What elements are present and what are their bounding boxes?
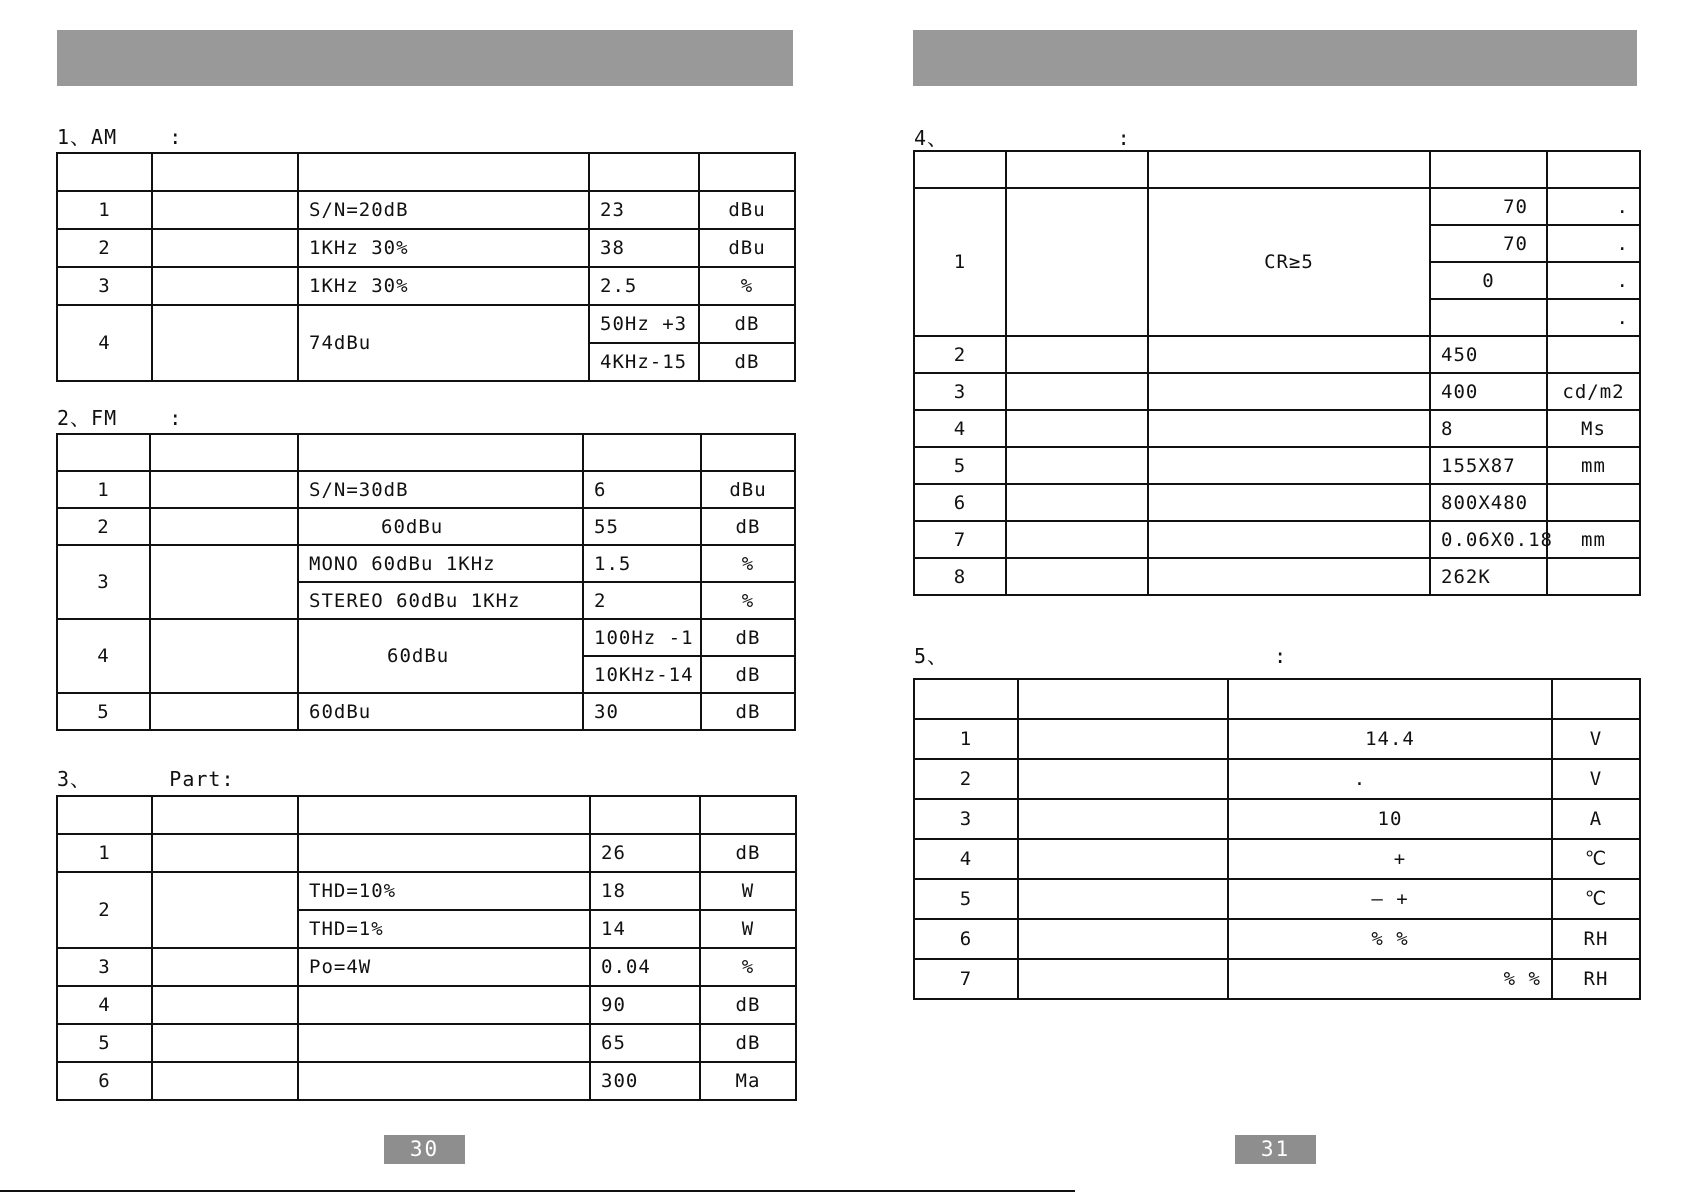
row-number: 7 xyxy=(914,959,1018,999)
table-header-row xyxy=(57,796,796,834)
row-value: 14.4 xyxy=(1228,719,1552,759)
row-unit: dB xyxy=(700,834,796,872)
row-unit: ℃ xyxy=(1552,879,1640,919)
row-unit: . xyxy=(1547,262,1640,299)
display-spec-table xyxy=(913,150,1641,596)
row-number: 6 xyxy=(914,919,1018,959)
row-unit: dB xyxy=(700,1024,796,1062)
section4-title: 4、 : xyxy=(914,126,1131,150)
row-condition xyxy=(298,986,590,1024)
table-row xyxy=(57,693,795,730)
row-unit: dBu xyxy=(699,229,795,267)
section2-title: 2、FM : xyxy=(57,406,183,430)
row-value: 14 xyxy=(590,910,700,948)
row-value: 50Hz +3 xyxy=(589,305,699,343)
row-value: 10KHz-14 xyxy=(583,656,701,693)
row-value: 90 xyxy=(590,986,700,1024)
row-unit: . xyxy=(1547,225,1640,262)
row-value: 1.5 xyxy=(583,545,701,582)
row-number: 2 xyxy=(57,872,152,948)
am-spec-table xyxy=(56,152,796,382)
row-unit: dB xyxy=(699,343,795,381)
row-unit xyxy=(1547,484,1640,521)
row-number: 1 xyxy=(57,471,150,508)
row-number: 5 xyxy=(57,693,150,730)
row-value: % % xyxy=(1228,919,1552,959)
row-unit: . xyxy=(1547,188,1640,225)
row-unit: dB xyxy=(699,305,795,343)
table-row xyxy=(57,471,795,508)
row-number: 1 xyxy=(914,719,1018,759)
row-number: 4 xyxy=(914,839,1018,879)
row-condition xyxy=(298,1062,590,1100)
amp-spec-table xyxy=(56,795,797,1101)
row-value: 2.5 xyxy=(589,267,699,305)
right-header-banner xyxy=(913,30,1637,86)
table-row xyxy=(57,1062,796,1100)
row-value: 0 xyxy=(1430,262,1547,299)
row-unit: . xyxy=(1547,299,1640,336)
table-row xyxy=(914,959,1640,999)
row-unit: dB xyxy=(701,508,795,545)
left-header-banner xyxy=(57,30,793,86)
row-number: 3 xyxy=(57,948,152,986)
row-value: 100Hz -1 xyxy=(583,619,701,656)
row-number: 2 xyxy=(57,508,150,545)
row-unit: % xyxy=(699,267,795,305)
fm-spec-table xyxy=(56,433,796,731)
row-value: 70 xyxy=(1430,188,1547,225)
row-value: 8 xyxy=(1430,410,1547,447)
table-header-row xyxy=(914,679,1640,719)
row-value: 155X87 xyxy=(1430,447,1547,484)
table-row xyxy=(914,839,1640,879)
row-condition: S/N=20dB xyxy=(298,191,589,229)
electrical-spec-table xyxy=(913,678,1641,1000)
row-unit: ℃ xyxy=(1552,839,1640,879)
row-condition: Po=4W xyxy=(298,948,590,986)
table-row xyxy=(914,879,1640,919)
row-condition: 60dBu xyxy=(298,508,583,545)
row-condition: 1KHz 30% xyxy=(298,267,589,305)
row-number: 6 xyxy=(57,1062,152,1100)
table-row xyxy=(57,619,795,656)
table-row xyxy=(914,719,1640,759)
row-value: 262K xyxy=(1430,558,1547,595)
row-number: 3 xyxy=(914,799,1018,839)
row-number: 4 xyxy=(57,986,152,1024)
row-value xyxy=(1430,299,1547,336)
table-row xyxy=(914,447,1640,484)
row-number: 2 xyxy=(914,759,1018,799)
row-unit: dB xyxy=(700,986,796,1024)
row-value: 30 xyxy=(583,693,701,730)
row-value: 6 xyxy=(583,471,701,508)
row-number: 4 xyxy=(57,305,152,381)
row-value: 2 xyxy=(583,582,701,619)
row-value: 38 xyxy=(589,229,699,267)
row-value: 450 xyxy=(1430,336,1547,373)
row-condition: 74dBu xyxy=(298,305,589,381)
row-unit: dB xyxy=(701,656,795,693)
row-value: 300 xyxy=(590,1062,700,1100)
table-row xyxy=(914,558,1640,595)
table-row xyxy=(57,191,795,229)
row-number: 3 xyxy=(57,267,152,305)
row-value: 400 xyxy=(1430,373,1547,410)
table-header-row xyxy=(914,151,1640,188)
row-value: 26 xyxy=(590,834,700,872)
row-value: 10 xyxy=(1228,799,1552,839)
row-number: 4 xyxy=(914,410,1006,447)
section1-title: 1、AM : xyxy=(57,125,183,149)
row-unit: A xyxy=(1552,799,1640,839)
section5-title: 5、 : xyxy=(914,644,1288,668)
row-value: 800X480 xyxy=(1430,484,1547,521)
bottom-divider xyxy=(0,1190,1075,1192)
row-condition: CR≥5 xyxy=(1148,188,1430,336)
row-unit: V xyxy=(1552,719,1640,759)
table-row xyxy=(914,336,1640,373)
table-row xyxy=(914,759,1640,799)
row-number: 3 xyxy=(914,373,1006,410)
row-condition: S/N=30dB xyxy=(298,471,583,508)
row-condition: THD=10% xyxy=(298,872,590,910)
row-condition: THD=1% xyxy=(298,910,590,948)
table-row xyxy=(57,545,795,582)
row-number: 4 xyxy=(57,619,150,693)
row-value: + xyxy=(1228,839,1552,879)
row-condition xyxy=(298,834,590,872)
row-number: 1 xyxy=(57,191,152,229)
row-unit: mm xyxy=(1547,521,1640,558)
row-unit: RH xyxy=(1552,919,1640,959)
section3-title: 3、 Part: xyxy=(57,767,235,791)
row-unit: W xyxy=(700,910,796,948)
table-header-row xyxy=(57,153,795,191)
row-condition xyxy=(298,1024,590,1062)
row-unit: V xyxy=(1552,759,1640,799)
row-unit: Ma xyxy=(700,1062,796,1100)
row-number: 5 xyxy=(914,879,1018,919)
row-number: 8 xyxy=(914,558,1006,595)
table-row xyxy=(57,948,796,986)
row-number: 2 xyxy=(57,229,152,267)
row-unit: cd/m2 xyxy=(1547,373,1640,410)
table-row xyxy=(57,305,795,343)
table-row xyxy=(914,484,1640,521)
row-unit: % xyxy=(701,545,795,582)
row-number: 1 xyxy=(57,834,152,872)
table-header-row xyxy=(57,434,795,471)
table-row xyxy=(57,872,796,910)
table-row xyxy=(57,229,795,267)
row-number: 3 xyxy=(57,545,150,619)
row-unit xyxy=(1547,558,1640,595)
page-number-right: 31 xyxy=(1235,1135,1316,1164)
row-value: 70 xyxy=(1430,225,1547,262)
table-row xyxy=(914,373,1640,410)
row-value: % % xyxy=(1228,959,1552,999)
row-number: 1 xyxy=(914,188,1006,336)
table-row xyxy=(914,188,1640,225)
table-row xyxy=(914,799,1640,839)
table-row xyxy=(57,834,796,872)
row-number: 6 xyxy=(914,484,1006,521)
row-condition: MONO 60dBu 1KHz xyxy=(298,545,583,582)
row-unit: % xyxy=(700,948,796,986)
row-unit: dBu xyxy=(701,471,795,508)
row-unit: W xyxy=(700,872,796,910)
page-number-left: 30 xyxy=(384,1135,465,1164)
row-unit: RH xyxy=(1552,959,1640,999)
row-unit: dBu xyxy=(699,191,795,229)
row-value: 23 xyxy=(589,191,699,229)
table-row xyxy=(914,521,1640,558)
row-unit: % xyxy=(701,582,795,619)
row-condition: 60dBu xyxy=(298,619,583,693)
row-number: 7 xyxy=(914,521,1006,558)
row-value: – + xyxy=(1228,879,1552,919)
row-unit: dB xyxy=(701,693,795,730)
table-row xyxy=(914,410,1640,447)
row-condition: 1KHz 30% xyxy=(298,229,589,267)
row-number: 5 xyxy=(914,447,1006,484)
table-row xyxy=(57,1024,796,1062)
table-row xyxy=(57,986,796,1024)
row-number: 2 xyxy=(914,336,1006,373)
row-condition: STEREO 60dBu 1KHz xyxy=(298,582,583,619)
row-value: . xyxy=(1228,759,1552,799)
row-value: 65 xyxy=(590,1024,700,1062)
row-value: 4KHz-15 xyxy=(589,343,699,381)
row-value: 0.06X0.18 xyxy=(1430,521,1547,558)
table-row xyxy=(57,508,795,545)
row-value: 55 xyxy=(583,508,701,545)
row-unit: dB xyxy=(701,619,795,656)
row-condition: 60dBu xyxy=(298,693,583,730)
table-row xyxy=(57,267,795,305)
row-value: 0.04 xyxy=(590,948,700,986)
row-value: 18 xyxy=(590,872,700,910)
row-unit: Ms xyxy=(1547,410,1640,447)
row-unit: mm xyxy=(1547,447,1640,484)
row-unit xyxy=(1547,336,1640,373)
table-row xyxy=(914,919,1640,959)
row-number: 5 xyxy=(57,1024,152,1062)
